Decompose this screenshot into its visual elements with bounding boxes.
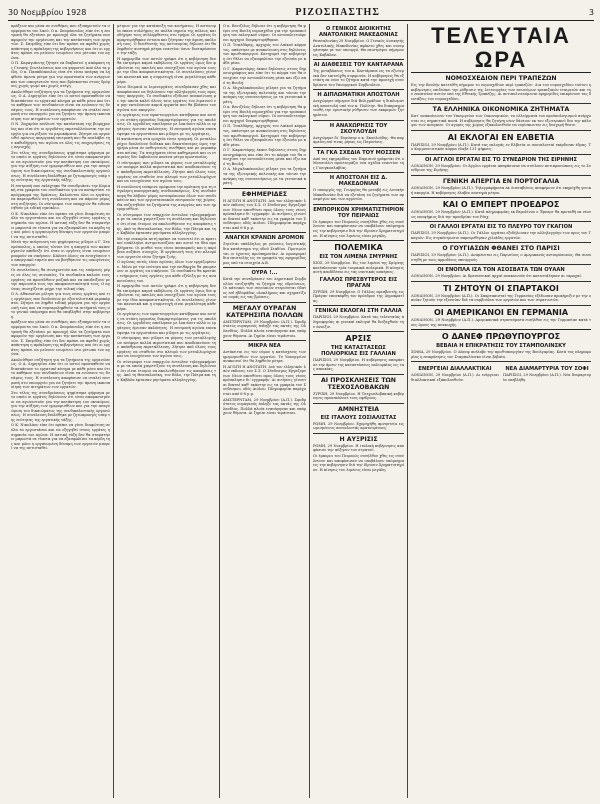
divider [411, 281, 591, 282]
section-heading: ΟΙ ΑΜΕΡΙΚΑΝΟΙ ΕΝ ΓΕΡΜΑΝΙΑ [433, 308, 569, 318]
article-paragraph: ΛΟΝΔΙΝΟΝ, 29 Νοεμβρίου (Α.Π.). Κατά πληροφορίας εκ Βερολίνου ο Έμπερτ θα προταθή εκ νέου ως υποψήφιος διά την προεδρίαν του Ράιχ. [411, 210, 591, 219]
article-paragraph: Κατά την συνεδρίασιν του Δημοτικού Συμβουλίου εσυζητήθη το ζήτημα της υδρεύσεως. Οι κάτοικοι των συνοικιών στερούνται ύδατος επί εβδομάδας ολοκλήρους και σχηματίζουν ουράς εις τας βρύσεις. [223, 277, 306, 300]
divider [411, 329, 591, 330]
bottom-right-article [503, 364, 591, 383]
article-paragraph: Θεσσαλονίκη 29 Νοεμβρίου. Ο Γενικός Διοικητής Ανατολικής Μακεδονίας αφίκετο χθες και συνεργάστηκε με τον υπουργό. Θα επιστρέψει σήμερον εις Καβάλαν. [313, 39, 404, 57]
divider [411, 242, 591, 243]
section-heading: ΟΥΡΑ !... [251, 270, 278, 277]
article-paragraph: ΛΟΝΔΙΝΟΝ, 29 Νοεμβρίου. Αι Βρεταννικαί αρχαί ανακοινούν ότι κατεστάλησαν αι ταραχαί. [411, 274, 583, 279]
divider [313, 374, 404, 375]
section-heading: ΑΙ ΔΙΑΘΕΣΕΙΣ ΤΟΥ ΚΑΝΤΑΡΑΝΑ [313, 62, 404, 69]
section-heading: Ο ΓΟΥΓΙΑΣΩΝ ΦΘΑΝΕΙ ΣΤΟ ΠΑΡΙΣΙ [442, 245, 560, 253]
section-heading: ΝΕΑ ΔΙΑΜΑΡΤΥΡΙΑ ΤΟΥ ΣΟΦΙ [505, 366, 589, 373]
section-heading: Η ΑΝΑΧΩΡΗΣΙΣ ΤΟΥ ΣΚΟΥΛΟΥΔΗ [329, 122, 388, 135]
article-paragraph: Η ΑΓΩΓΗ Η ΑΝΟΤΑΤΗ. Διά τον ελληνικόν λαόν έκδοσις του Σ.Σ. Ο Σύνδεσμος Εργαζομένων Νέων απευθύνει προς όλους τους νέους πρόσκλησιν δι' εγγραφήν. Αι αιτήσεις γίνονται δεκταί καθ' εκάστην εις τα γραφεία του Συνδέσμου, οδός Αιόλου. Πληροφορίαι παρέχονται από 6-8 μ.μ. [223, 198, 306, 230]
divider [313, 433, 404, 434]
divider [313, 120, 404, 121]
article-paragraph: Η συνέλευση ενέκρινε ομόφωνα την πρόταση για τη σύγκληση πανεργατικής συνδιασκέψεως. Στη συνδιάσκεψη θα λάβουν μέρος αντιπρόσωποι όλων των συνδικάτων και των εργοστασιακών επιτροπών της χώρας. Θα συζητηθούν τα ζητήματα της ανεργίας και των ημερομισθίων. [117, 184, 216, 212]
section-heading: Η ΑΥΞΡΙΣΙΣ [339, 435, 378, 443]
issue-date: 30 Νοεμβρίου 1928 [8, 7, 87, 17]
divider [411, 361, 591, 362]
section-heading: Η ΑΠΟΣΤΟΛΗ ΕΙΣ Δ. ΜΑΚΕΔΟΝΙΑΝ [329, 175, 388, 188]
article-paragraph: Στο τέλος της συνεδριάσεως ψηφίστηκε ψήφισμα με το οποίο οι εργάτες δηλώνουν ότι είναι αποφασισμένοι να αγωνιστούν για την κατάκτηση του οκταώρου, για την αύξηση των ημερομισθίων και για την αναγνώριση του δικαιώματος της συνδικαλιστικής οργανώσεως. Η συνέλευση διαλύθηκε με ζητωκραυγές υπέρ της ενότητας της εργατικής τάξης. [11, 150, 110, 183]
article-paragraph: ΛΟΝΔΙΝΟΝ, 29 Νοεμβρίου (Α.Π.). Τηλεγραφήματα εκ Λισσαβώνος αναφέρουν ότι εκηρύχθη γενική απεργία. Η κυβέρνησις έλαβεν αυστηρά μέτρα. [411, 186, 591, 195]
article-paragraph: Ζητείται υπάλληλος με γνώσεις λογιστικής δια κατάστημα της οδού Σταδίου. Προτιμώνται οι έχοντες προϋπηρεσίαν. Αι προσφοραί δια επιστολής εις τα γραφεία της εφημερίδος μας υπό τα στοιχεία Α.Β. [223, 242, 306, 265]
section-subheading: ΕΙΣ ΙΤΑΛΟΥΣ ΣΟΣΙΑΛΙΣΤΑΣ [320, 414, 397, 421]
paper-name: ΡΙΖΟΣΠΑΣΤΗΣ [295, 6, 380, 18]
article-paragraph: μέτρων για την κατάπνιξη του κινήματος. Η αστυνομία έκανε συλλήψεις σε πολλά σημεία της πόλεως και οδήγησε τους συλληφθέντες στο τμήμα. Οι εργάτες διαμαρτυρήθηκαν έντονα και ζήτησαν την άμεση απόλυσή τους. Ο διευθυντής της αστυνομίας δήλωσε ότι θα ληφθούν αυστηρά μέτρα εναντίον όσων διαταράσσουν την τάξη. [117, 24, 216, 56]
article-paragraph: ΖΥΡΙΧΗ, 29 Νοεμβρίου. Ο Γάλλος πρεσβευτής εις Πράγαν επεσκέφθη τον πρόεδρον της Δημοκρατίας. [313, 289, 404, 303]
latest-hour-title: ΤΕΛΕΥΤΑΙΑ ΩΡΑ [411, 24, 591, 73]
page-number: 3 [588, 7, 594, 17]
bottom-left-article [411, 364, 499, 383]
section-subheading: ΤΗΣ ΚΑΤΑΣΤΑΣΕΩΣ ΠΟΛΙΟΡΚΙΑΣ ΕΙΣ ΓΑΛΛΙΑΝ [321, 345, 396, 358]
section-heading: Ο ΔΑΝΕΦ ΠΡΩΘΥΠΟΥΡΓΟΣ [441, 332, 561, 342]
article-paragraph: Η ΑΓΩΓΗ Η ΑΝΟΤΑΤΗ. Διά τον ελληνικόν λαόν έκδοσις του Σ.Σ. Ο Σύνδεσμος Εργαζομένων Νέων απευθύνει προς όλους τους νέους πρόσκλησιν δι' εγγραφήν. Αι αιτήσεις γίνονται δεκταί καθ' εκάστην εις τα γραφεία του Συνδέσμου, οδός Αιόλου. Πληροφορίαι παρέχονται από 6-8 μ.μ. [223, 364, 306, 396]
divider [313, 89, 404, 90]
section-heading: ΚΑΙ Ο ΕΜΠΕΡΤ ΠΡΟΕΔΡΟΣ [442, 200, 560, 210]
section-heading: ΑΙ ΕΚΛΟΓΑΙ ΕΝ ΕΛΒΕΤΙΑ [447, 132, 555, 142]
section-heading: ΟΙ ΓΑΛΛΟΙ ΕΡΓΑΤΑΙ ΕΙΣ ΤΟ ΠΛΕΥΡΟ ΤΟΥ ΓΚΑΓΙΟΝ [429, 224, 573, 231]
article-paragraph: Κατ' ανακοίνωσιν του Υπουργείου των Οικονομικών, τα ελλείμματα του προϋπολογισμού ανέρχονται εις σημαντικά ποσά. Η κυβέρνησις θα ζητήση νέον δάνειον εκ του εξωτερικού δια την κάλυψιν των αναγκών. Οι αγορές της χώρας εξακολουθούν να ευρίσκωνται εις δυσχερή θέσιν. [411, 114, 591, 128]
divider [313, 147, 404, 148]
article-paragraph: ΛΟΝΔΙΝΟΝ, 29 Νοεμβρίου (Α.Π.). Αμερικανικά στρατεύματα εισήλθον εις την Γερμανίαν κατά τους όρους της ανακωχής. [411, 318, 591, 327]
section-heading: ΕΦΗΜΕΡΙΔΕΣ [241, 190, 288, 198]
article-paragraph: Ο υπουργός της Γεωργίας θα μεταβή εις Δυτικήν Μακεδονίαν διά να εξετάση τα ζητήματα των προσφύγων και των αγροτών. [313, 188, 404, 202]
section-heading: ΑΙ ΠΡΟΣΚΛΗΣΕΙΣ ΤΩΝ ΤΣΕΧΟΣΛΟΒΑΚΩΝ [320, 376, 396, 391]
column-5-latest-hour [408, 24, 594, 798]
article-paragraph: Η επιτροπή που εκλέχτηκε θα συνεδριάσει την Κυριακή στα γραφεία του συνδικάτου για να καταρτίσει το πρόγραμμα της δράσεως. Καλούνται όλοι οι εργάτες να παρευρεθούν στη συνέλευση και να πάρουν μέρος στη συζήτηση. Οι σύντροφοι των επαρχιών θα ειδοποιηθούν με ειδική εγκύκλιο. [11, 183, 110, 211]
article-paragraph: πράξεων και μέσα σε συνθήκες που εξυπηρετούν τα συμφέροντα του λαού. Ο κ. Σπυρόπουλος είπε ότι η επιτροπή θα εξετάσει με προσοχή όλα τα ζητήματα που αφορούν την οργάνωση και την κατάσταση των εργατών. Σ. Σπυρίδης είπε ότι δεν πρέπει να αφεθεί χωρίς απάντηση η πρόκληση της κυβερνήσεως και ότι οι εργάτες πρέπει να μείνουν ενωμένοι στο μέτωπο του αγώνα. [11, 24, 110, 60]
article-paragraph: ΠΑΡΙΣΙΟΙ, 29 Νοεμβρίου. Κατά τας τελευταίας πληροφορίας αι γενικαί εκλογαί θα διεξαχθούν την άνοιξιν. [313, 315, 404, 329]
article-paragraph: ΡΩΜΗ, 29 Νοεμβρίου. Η ιταλική κυβέρνησις αποφάσισε την αύξησιν του στρατού. [313, 443, 404, 453]
article-paragraph: Ο κ. Βενιζέλος δήλωσε ότι η κυβέρνηση θα φέρει στη Βουλή νομοσχέδιο για την τροποποίηση του εκλογικού νόμου. Οι αντιπολιτευόμενοι αρχηγοί διαμαρτυρήθηκαν. [223, 105, 306, 123]
article-paragraph: Ο σύντροφος που μίλησε εκ μέρους των μεταλλωρύχων ανέφερε πολλά περιστατικά που αποδεικνύουν την απάνθρωπη εκμετάλλευση. Ζήτησε από όλους τους εργάτες να σταθούν στο πλευρό των μεταλλωρύχων και να ενισχύσουν τον αγώνα τους. [117, 336, 216, 359]
article-paragraph: Ο Δ. Αθανασίου μίλησε για τους νέους εργάτες και τις εργάτριες που δουλεύουν με εξευτελιστικά μεροκάματα. Ζήτησε να ληφθεί ειδική μέριμνα για την οργάνωσή τους και να συμπεριληφθούν τα αιτήματά τους στο γενικό υπόμνημα που θα υποβληθεί στην κυβέρνηση. [11, 292, 110, 319]
article-paragraph: ΖΥΡΙΧΗ, 29 Νοεμβρίου. Η Τσεχοσλοβακική κυβέρνησις προσεκάλεσε τους εφέδρους. [313, 391, 404, 401]
article-paragraph: πράξεων και μέσα σε συνθήκες που εξυπηρετούν τα συμφέροντα του λαού. Ο κ. Σπυρόπουλος είπε ότι η επιτροπή θα εξετάσει με προσοχή όλα τα ζητήματα που αφορούν την οργάνωση και την κατάσταση των εργατών. Σ. Σπυρίδης είπε ότι δεν πρέπει να αφεθεί χωρίς απάντηση η πρόκληση της κυβερνήσεως και ότι οι εργάτες πρέπει να μείνουν ενωμένοι στο μέτωπο του αγώνα. [11, 320, 110, 357]
divider [223, 302, 306, 303]
article-paragraph: ΠΑΡΙΣΙΟΙ, 29 Νοεμβρίου (Α.Π.). Οι Γάλλοι εργάται εξεδήλωσαν την αλληλεγγύην των προς τον Γκαγιόν. Εις συγκέντρωσιν παρευρέθησαν χιλιάδες εργατών. [411, 231, 591, 240]
divider [411, 221, 591, 222]
article-paragraph: Με την ευκαιρία αυτή πρέπει να τονιστεί ότι οι κρατικοί υπάλληλοι αντιμετωπίζουν και αυτοί τα ίδια προβλήματα. Οι μισθοί τους είναι ανεπαρκείς και η ακρίβεια αυξάνει συνεχώς. Η οργάνωσή τους στο πλευρό των εργατών είναι ζήτημα ζωής. [117, 236, 216, 259]
article-paragraph: ΧΙΟΣ, 29 Νοεμβρίου. Εις τον λιμένα της Σμύρνης κατέπλευσαν τρία τουρκικά πολεμικά. Η κίνησις αυτή αποδίδεται εις τας ναυτικάς ασκήσεις. [313, 261, 404, 275]
article-paragraph: Ο Κ. Νικολάου είπε ότι πρέπει να γίνει διαφώτιση σε όλα τα εργοστάσια και να εξηγηθεί στους εργάτες η σημασία του αγώνα. Η αστική τάξη δεν θα σταματήσει μπροστά σε τίποτα για να εξασφαλίσει τα κέρδη της και μόνο η οργανωμένη δύναμη των εργατών μπορεί να της αντισταθεί. [11, 423, 110, 451]
section-heading: ΓΕΝΙΚΑΙ ΕΚΛΟΓΑΙ ΣΤΗ ΓΑΛΛΙΑ [315, 308, 402, 315]
article-paragraph: Οι σύντροφοι των επαρχιών έστειλαν τηλεγραφήματα με τα οποία χαιρετίζουν τη συνέλευση και δηλώνουν ότι είναι έτοιμοι να ακολουθήσουν τις αποφάσεις της. Από τη Θεσσαλονίκη, τον Βόλο, την Πάτρα και την Καβάλα έφτασαν μηνύματα αλληλεγγύης. [117, 359, 216, 383]
article-paragraph: ΣΟΦΙΑ, 29 Νοεμβρίου. Ο Δάνεφ ανέλαβε την πρωθυπουργίαν της Βουλγαρίας. Κατά τας πληροφορίας η επικράτησις του Σταμπολίνσκυ είναι βεβαία. [411, 350, 591, 359]
article-paragraph: ΠΑΡΙΣΙΟΙ, 29 Νοεμβρίου. Η κυβέρνησις απεφάσισε την άρσιν της καταστάσεως πολιορκίας εις τας αποικίας. [313, 358, 404, 372]
article-paragraph: Οι σύντροφοι των επαρχιών έστειλαν τηλεγραφήματα με τα οποία χαιρετίζουν τη συνέλευση και δηλώνουν ότι είναι έτοιμοι να ακολουθήσουν τις αποφάσεις της. Από τη Θεσσαλονίκη, τον Βόλο, την Πάτρα και την Καβάλα έφτασαν μηνύματα αλληλεγγύης. [117, 212, 216, 236]
article-paragraph: Οι συνελεύσεις θα συνεχιστούν και τις επόμενες μέρες σε όλες τις συνοικίες. Τα συνδικάτα καλούν τους εργάτες να προσέλθουν μαζικά και να αποδείξουν με την παρουσία τους την αποφασιστικότητά τους. Ο αγώνας συνεχίζεται μέχρι την τελική νίκη. [11, 268, 110, 291]
article-paragraph: Ο σύντροφος που μίλησε εκ μέρους των μεταλλωρύχων ανέφερε πολλά περιστατικά που αποδεικνύουν την απάνθρωπη εκμετάλλευση. Ζήτησε από όλους τους εργάτες να σταθούν στο πλευρό των μεταλλωρύχων και να ενισχύσουν τον αγώνα τους. [117, 160, 216, 184]
article-paragraph: ΛΟΝΔΙΝΟΝ, 29 Νοεμβρίου (Α.Π.). Οι Σπαρτακισταί της Γερμανίας εξέδωσαν προκήρυξιν με την οποίαν ζητούν την εξουσίαν διά τα συμβούλια των εργατών και των στρατιωτών. [411, 293, 591, 303]
divider [223, 340, 306, 341]
section-heading: ΝΟΜΟΣΧΕΔΙΟΝ ΠΕΡΙ ΤΡΑΠΕΖΩΝ [445, 75, 557, 82]
article-paragraph: Στο τέλος της συνεδριάσεως ψηφίστηκε ψήφισμα με το οποίο οι εργάτες δηλώνουν ότι είναι αποφασισμένοι να αγωνιστούν για την κατάκτηση του οκταώρου, για την αύξηση των ημερομισθίων και για την αναγνώριση του δικαιώματος της συνδικαλιστικής οργανώσεως. Η συνέλευση διαλύθηκε με ζητωκραυγές υπέρ της ενότητας της εργατικής τάξης. [11, 390, 110, 422]
article-paragraph: Οι έμποροι του Πειραιώς συνήλθον χθες εις συνέλευσιν και απεφάσισαν να υποβάλουν υπόμνημα εις την κυβέρνησιν διά την ίδρυσιν Χρηματιστηρίου. Η κίνησις του λιμένος είναι μεγάλη. [313, 219, 404, 238]
article-paragraph: Από τας εφημερίδας του Παρισιού γράφεται ότι ο Μουσολίνι προετοιμάζει νέα σχέδια εναντίον της Γιουγκοσλαβίας. [313, 156, 404, 170]
article-paragraph: ΑΜΣΤΕΡΝΤΑΜ, 29 Νοεμβρίου (Α.Π.). Σφοδρότατος ουραγανός έπληξε τας ακτάς της Ολλανδίας. Πολλά πλοία εναυάγησαν και υπάρχουν θύματα. Αι ζημίαι είναι τεράστιαι. [223, 397, 306, 416]
divider [313, 172, 404, 173]
section-heading: ΕΜΠΟΡΙΚΟΝ ΧΡΗΜΑΤΙΣΤΗΡΙΟΝ ΤΟΥ ΠΕΙΡΑΙΩΣ [313, 206, 404, 219]
divider [411, 130, 591, 131]
article-paragraph: Ο Π. Τσαλδάρης, αρχηγός του Λαϊκού κόμματος, απάντησε με ανακοίνωση στις δηλώσεις του πρωθυπουργού. Κατηγορεί την κυβέρνηση ότι θέλει να εξασφαλίσει την εξουσία με κάθε μέσο. [223, 43, 306, 66]
article-paragraph: Η εφημερίδα των αστών γράφει ότι η κυβέρνηση δεν θα επιτρέψει καμιά εκδήλωση. Οι εργάτες όμως δεν φοβούνται τις απειλές και συνεχίζουν τον αγώνα τους με την ίδια αποφασιστικότητα. Οι συνελεύσεις γίνονται κανονικά και η συμμετοχή είναι μεγαλύτερη κάθε μέρα. [117, 284, 216, 311]
article-paragraph: Ο Γ. Καφαντάρης έκανε δηλώσεις στους δημοσιογράφους και είπε ότι το κόμμα του θα συνεχίσει την αντιπολίτευση μέσα και έξω από τη Βουλή. [223, 66, 306, 85]
article-paragraph: Η κατάσταση στα ορυχεία είναι τραγική. Οι μεταλλωρύχοι δουλεύουν δώδεκα και δεκατέσσερες ώρες την ημέρα μέσα σε ανθυγιεινές συνθήκες και με μεροκάματα πείνας. Τα ατυχήματα είναι καθημερινά και οι εταιρείες δεν λαβαίνουν κανένα μέτρο προστασίας. [117, 137, 216, 160]
article-paragraph: Οι εργάτριες των υφαντουργείων κατέβηκαν και αυτές σε στάση εργασίας διαμαρτυρόμενες για τις απολύσεις. Οι εργοδότες απείλησαν με λοκ-άουτ αλλά οι εργάτριες έμειναν ακλόνητες. Η επιτροπή αγώνα επισκέφτηκε τα εργοστάσια και μίλησε με τις εργάτριες. [117, 312, 216, 335]
section-heading: ΟΙ ΕΝΟΠΛΑ ΙΣΑ ΤΟΝ ΑΣΟΣΒΑΤΑ ΤΩΝ ΟΥΑΑΝ [437, 267, 565, 274]
section-subheading: ΒΕΒΑΙΑ Η ΕΠΙΚΡΑΤΗΣΙΣ ΤΟΥ ΣΤΑΜΠΟΛΙΝΣΚΥ [436, 343, 566, 350]
section-heading: ΤΑ ΕΛΛΗΝΙΚΑ ΟΙΚΟΝΟΜΙΚΑ ΖΗΤΗΜΑΤΑ [432, 106, 570, 114]
section-heading: ΓΕΝΙΚΗ ΑΠΕΡΓΙΑ ΕΝ ΠΟΡΤΟΓΑΛΙΑ [442, 178, 560, 186]
article-paragraph: ΠΑΡΙΣΙΟΙ, 29 Νοεμβρίου (Α.Π.). Κατά τας εκλογάς εν Ελβετία οι σοσιαλισταί εκέρδισαν έδρας. Το Κομμουνιστικόν κόμμα έλαβε 131 ψήφους. [411, 142, 591, 152]
article-paragraph: ΠΑΡΙΣΙΟΙ, 29 Νοεμβρίου (Α.Π.). Αναμένεται εις Παρισίους ο Αμερικανός αντιπρόσωπος. Θα συναντηθή με τους αρμοδίους υπουργούς. [411, 253, 591, 262]
section-heading: ΟΙ ΑΓΓΛΟΙ ΕΡΓΑΤΑΙ ΕΙΣ ΤΟ ΣΥΝΕΔΡΙΟΝ ΤΗΣ ΕΙΡΗΝΗΣ [424, 156, 578, 163]
column-1 [8, 24, 114, 798]
article-paragraph: Στον Πειραιά οι λιμενεργάτες συνεδρίασαν χθες και αποφάσισαν να δηλώσουν την αλληλεγγύη τους προς τους απεργούς. Το συνδικάτο εξέδωσε ανακοίνωση με την οποία καλεί όλους τους εργάτες του λιμανιού να μην εκτελέσουν καμιά εργασία που θα βλάπτει τον αγώνα των απεργών. [117, 85, 216, 112]
divider [223, 232, 306, 233]
article-paragraph: Ο Κ. Νικολάου είπε ότι πρέπει να γίνει διαφώτιση σε όλα τα εργοστάσια και να εξηγηθεί στους εργάτες η σημασία του αγώνα. Η αστική τάξη δεν θα σταματήσει μπροστά σε τίποτα για να εξασφαλίσει τα κέρδη της και μόνο η οργανωμένη δύναμη των εργατών μπορεί να της αντισταθεί. [11, 211, 110, 239]
article-paragraph: ΛΟΝΔΙΝΟΝ, 29 Νοεμβρίου (Α.Π.). Αι ενέργειαι διαλλακτικαί εξακολουθούν. [411, 373, 499, 382]
article-paragraph: Ακολούθησε συζήτηση για τα ζητήματα της οργανώσεως. Ο Α. Δημητρίου είπε ότι οι αστοί προσπαθούν να διασπάσουν το εργατικό κίνημα με κάθε μέσο και ότι το καθήκον των συνδικάτων είναι να ενώσουν τις δυνάμεις τους. Η συνέλευση αποφάσισε να σταλεί επιτροπή στο υπουργείο για να ζητήσει την άμεση ικανοποίηση των αιτημάτων των εργατών. [11, 357, 110, 390]
bottom-two-column [411, 364, 591, 383]
article-paragraph: Οι εργάτριες των υφαντουργείων κατέβηκαν και αυτές σε στάση εργασίας διαμαρτυρόμενες για τις απολύσεις. Οι εργοδότες απείλησαν με λοκ-άουτ αλλά οι εργάτριες έμειναν ακλόνητες. Η επιτροπή αγώνα επισκέφτηκε τα εργοστάσια και μίλησε με τις εργάτριες. [117, 113, 216, 136]
article-paragraph: ΡΩΜΗ, 29 Νοεμβρίου. Εχορηγήθη αμνηστεία εις ωρισμένους σοσιαλιστάς κρατουμένους. [313, 421, 404, 431]
article-paragraph: ΑΜΣΤΕΡΝΤΑΜ, 29 Νοεμβρίου (Α.Π.). Σφοδρότατος ουραγανός έπληξε τας ακτάς της Ολλανδίας. Πολλά πλοία εναυάγησαν και υπάρχουν θύματα. Αι ζημίαι είναι τεράστιαι. [223, 319, 306, 338]
article-paragraph: Ανεχώρησε σήμερον διά Βελιγράδιον η διπλωματική αποστολή υπό τον κ. Πολίτην. Θα διαπραγματευθή την οριστικήν ρύθμισιν των εκκρεμών ζητημάτων. [313, 99, 404, 118]
column-3 [220, 24, 310, 798]
article-paragraph: Ο αγώνας αυτός είναι αγώνας όλων των εργαζομένων. Μόνο με την ενότητα και την πειθαρχία θα μπορέσουν οι εργάτες να νικήσουν. Το συνδικάτο θα κρατάει ενήμερους τους εργάτες για κάθε εξέλιξη με τις ανακοινώσεις του. [117, 260, 216, 283]
article-paragraph: Ο Π. Καραγιάννης ζήτησε να διαβαστεί η απόφαση της Γενικής Συνελεύσεως και να ψηφιστεί από όλα τα μέλη. Ο κ. Παπαδόπουλος είπε ότι είναι ανάγκη να ληφθούν άμεσα μέτρα για την προστασία των ανέργων και των οικογενειών τους που βρίσκονται στους δρόμους χωρίς ψωμί και χωρίς στέγη. [11, 61, 110, 89]
divider [411, 305, 591, 306]
divider [313, 403, 404, 404]
section-heading: ΤΙ ΖΗΤΟΥΝ ΟΙ ΣΠΑΡΤΑΚΟΙ [443, 283, 559, 293]
divider [223, 267, 306, 268]
article-paragraph: Οι έμποροι του Πειραιώς συνήλθον χθες εις συνέλευσιν και απεφάσισαν να υποβάλουν υπόμνημα εις την κυβέρνησιν διά την ίδρυσιν Χρηματιστηρίου. Η κίνησις του λιμένος είναι μεγάλη. [313, 453, 404, 472]
section-subheading: ΕΙΣ ΤΟΝ ΛΙΜΕΝΑ ΣΜΥΡΝΗΣ [319, 254, 398, 261]
divider [313, 59, 404, 60]
article-paragraph: ΠΑΡΙΣΙΟΙ, 29 Νοεμβρίου (Α.Π.). Νέα διαμαρτυρία υπεβλήθη. [503, 373, 591, 382]
masthead [8, 4, 594, 21]
section-heading: ΑΝΑΓΚΗ ΚΡΑΝΩΝ ΔΡΟΜΟΝ [225, 235, 304, 242]
article-paragraph: Της μεταβάσεως του κ. Καντάρανα εις τα εξωτερικά δεν επιτεύχθη συμφωνία. Η κυβέρνησις θα εξετάση εκ νέου το ζήτημα κατά την προσεχή συνεδρίασιν του Υπουργικού Συμβουλίου. [313, 69, 404, 87]
article-paragraph: Αντίκειται εις τον νόμον η κατάσχεσις των ημερομισθίων των εργατών. Το Υπουργείον ανακοινοί ότι θα ληφθούν μέτρα. [223, 350, 306, 364]
column-2 [114, 24, 220, 798]
section-heading: ΤΑ ΓΚΑ ΣΧΕΔΙΑ ΤΟΥ ΜΟΣΣΕΝ [316, 149, 401, 156]
section-heading: ΑΡΣΙΣ [345, 334, 372, 344]
column-4 [310, 24, 408, 798]
article-paragraph: Ανεχώρησε δι' Ευρώπην ο κ. Σκουλούδης. Θα παραμείνη επί τινας μήνας εις Παρισίους. [313, 135, 404, 145]
section-heading: ΠΟΛΕΜΙΚΑ [334, 243, 383, 253]
section-heading: Η ΔΙΠΛΩΜΑΤΙΚΗ ΑΠΟΣΤΟΛΗ [317, 92, 400, 99]
divider [411, 264, 591, 265]
columns [8, 24, 594, 798]
divider [411, 103, 591, 104]
article-paragraph: Ο Ν. Ζαχαρίου ανέλυσε την κατάσταση της βιομηχανίας και είπε ότι οι εργοδότες εκμεταλλεύονται την ανεργία για να ρίξουν τα μεροκάματα. Ζήτησε να οργανωθεί αμέσως απεργιακή επιτροπή που θα αναλάβει την καθοδήγηση του αγώνα σε όλες τις επιχειρήσεις της περιοχής. [11, 122, 110, 150]
article-paragraph: Ο κ. Βενιζέλος δήλωσε ότι η κυβέρνηση θα φέρει στη Βουλή νομοσχέδιο για την τροποποίηση του εκλογικού νόμου. Οι αντιπολιτευόμενοι αρχηγοί διαμαρτυρήθηκαν. [223, 24, 306, 42]
article-paragraph: Ο Α. Μιχαλακόπουλος μίλησε για τα ζητήματα της εξωτερικής πολιτικής και τόνισε την ανάγκη της συνεννοήσεως με τα γειτονικά κράτη. [223, 167, 306, 186]
section-heading: ΜΕΓΑΛΥ ΟΥΡΑΓΑΝ ΚΑΤΕΡΗΣΙΠΑ ΠΟΛΛΩΝ [226, 304, 303, 319]
article-paragraph: Ο Π. Τσαλδάρης, αρχηγός του Λαϊκού κόμματος, απάντησε με ανακοίνωση στις δηλώσεις του πρωθυπουργού. Κατηγορεί την κυβέρνηση ότι θέλει να εξασφαλίσει την εξουσία με κάθε μέσο. [223, 124, 306, 147]
section-heading: ΓΑΛΛΟΣ ΠΡΕΣΒΥΤΕΡΟΣ ΕΙΣ ΠΡΑΓΑΝ [319, 276, 398, 289]
article-paragraph: Ο Γ. Καφαντάρης έκανε δηλώσεις στους δημοσιογράφους και είπε ότι το κόμμα του θα συνεχίσει την αντιπολίτευση μέσα και έξω από τη Βουλή. [223, 148, 306, 166]
article-paragraph: Η εφημερίδα των αστών γράφει ότι η κυβέρνηση δεν θα επιτρέψει καμιά εκδήλωση. Οι εργάτες όμως δεν φοβούνται τις απειλές και συνεχίζουν τον αγώνα τους με την ίδια αποφασιστικότητα. Οι συνελεύσεις γίνονται κανονικά και η συμμετοχή είναι μεγαλύτερη κάθε μέρα. [117, 56, 216, 84]
divider [313, 240, 404, 241]
section-heading: ΕΝΕΡΓΕΙΑΙ ΔΙΑΛΛΑΚΤΙΚΑΙ [418, 366, 492, 373]
divider [313, 305, 404, 306]
divider [313, 204, 404, 205]
article-paragraph: Ο Α. Μιχαλακόπουλος μίλησε για τα ζητήματα της εξωτερικής πολιτικής και τόνισε την ανάγκη της συνεννοήσεως με τα γειτονικά κράτη. [223, 86, 306, 104]
article-paragraph: Μετά την ανάγνωση του ψηφίσματος μίλησε ο Γ. Σταυρόπουλος, ο οποίος τόνισε ότι η απεργία των καπνεργατών απέδειξε ότι όταν οι εργάτες είναι ενωμένοι μπορούν να νικήσουν. Κάλεσε όλους να ενισχύσουν το απεργιακό ταμείο και να βοηθήσουν τις οικογένειες των απεργών. [11, 240, 110, 267]
article-paragraph: ΛΟΝΔΙΝΟΝ, 29 Νοεμβρίου. Οι Άγγλοι εργάται απεφάσισαν να στείλουν αντιπροσώπους εις το Συνέδριον της Ειρήνης. [411, 163, 591, 173]
article-paragraph: Εις την Βουλήν κατετέθη σήμερον το νομοσχέδιον περί τραπεζών. Δια του νομοσχεδίου τούτου η κυβέρνησις επιδιώκει την ρύθμισιν της λειτουργίας των ανωνύμων τραπεζικών εταιρειών και την εποπτείαν αυτών υπό της Εθνικής Τραπέζης. Αι αντιπολιτευόμεναι εφημερίδες επικρίνουν τας διατάξεις του νομοσχεδίου. [411, 83, 591, 101]
divider [313, 331, 404, 332]
divider [223, 188, 306, 189]
section-heading: Ο ΓΕΝΙΚΟΣ ΔΙΟΙΚΗΤΗΣ ΑΝΑΤΟΛΙΚΗΣ ΜΑΚΕΔΟΝΙΑΣ [319, 26, 398, 38]
section-heading: ΜΙΚΡΑ ΝΕΑ [248, 343, 281, 350]
section-heading: ΑΜΝΗΣΤΕΙΑ [337, 405, 380, 413]
divider [411, 154, 591, 155]
article-paragraph: Ακολούθησε συζήτηση για τα ζητήματα της οργανώσεως. Ο Α. Δημητρίου είπε ότι οι αστοί προσπαθούν να διασπάσουν το εργατικό κίνημα με κάθε μέσο και ότι το καθήκον των συνδικάτων είναι να ενώσουν τις δυνάμεις τους. Η συνέλευση αποφάσισε να σταλεί επιτροπή στο υπουργείο για να ζητήσει την άμεση ικανοποίηση των αιτημάτων των εργατών. [11, 89, 110, 121]
divider [411, 197, 591, 198]
divider [411, 175, 591, 176]
